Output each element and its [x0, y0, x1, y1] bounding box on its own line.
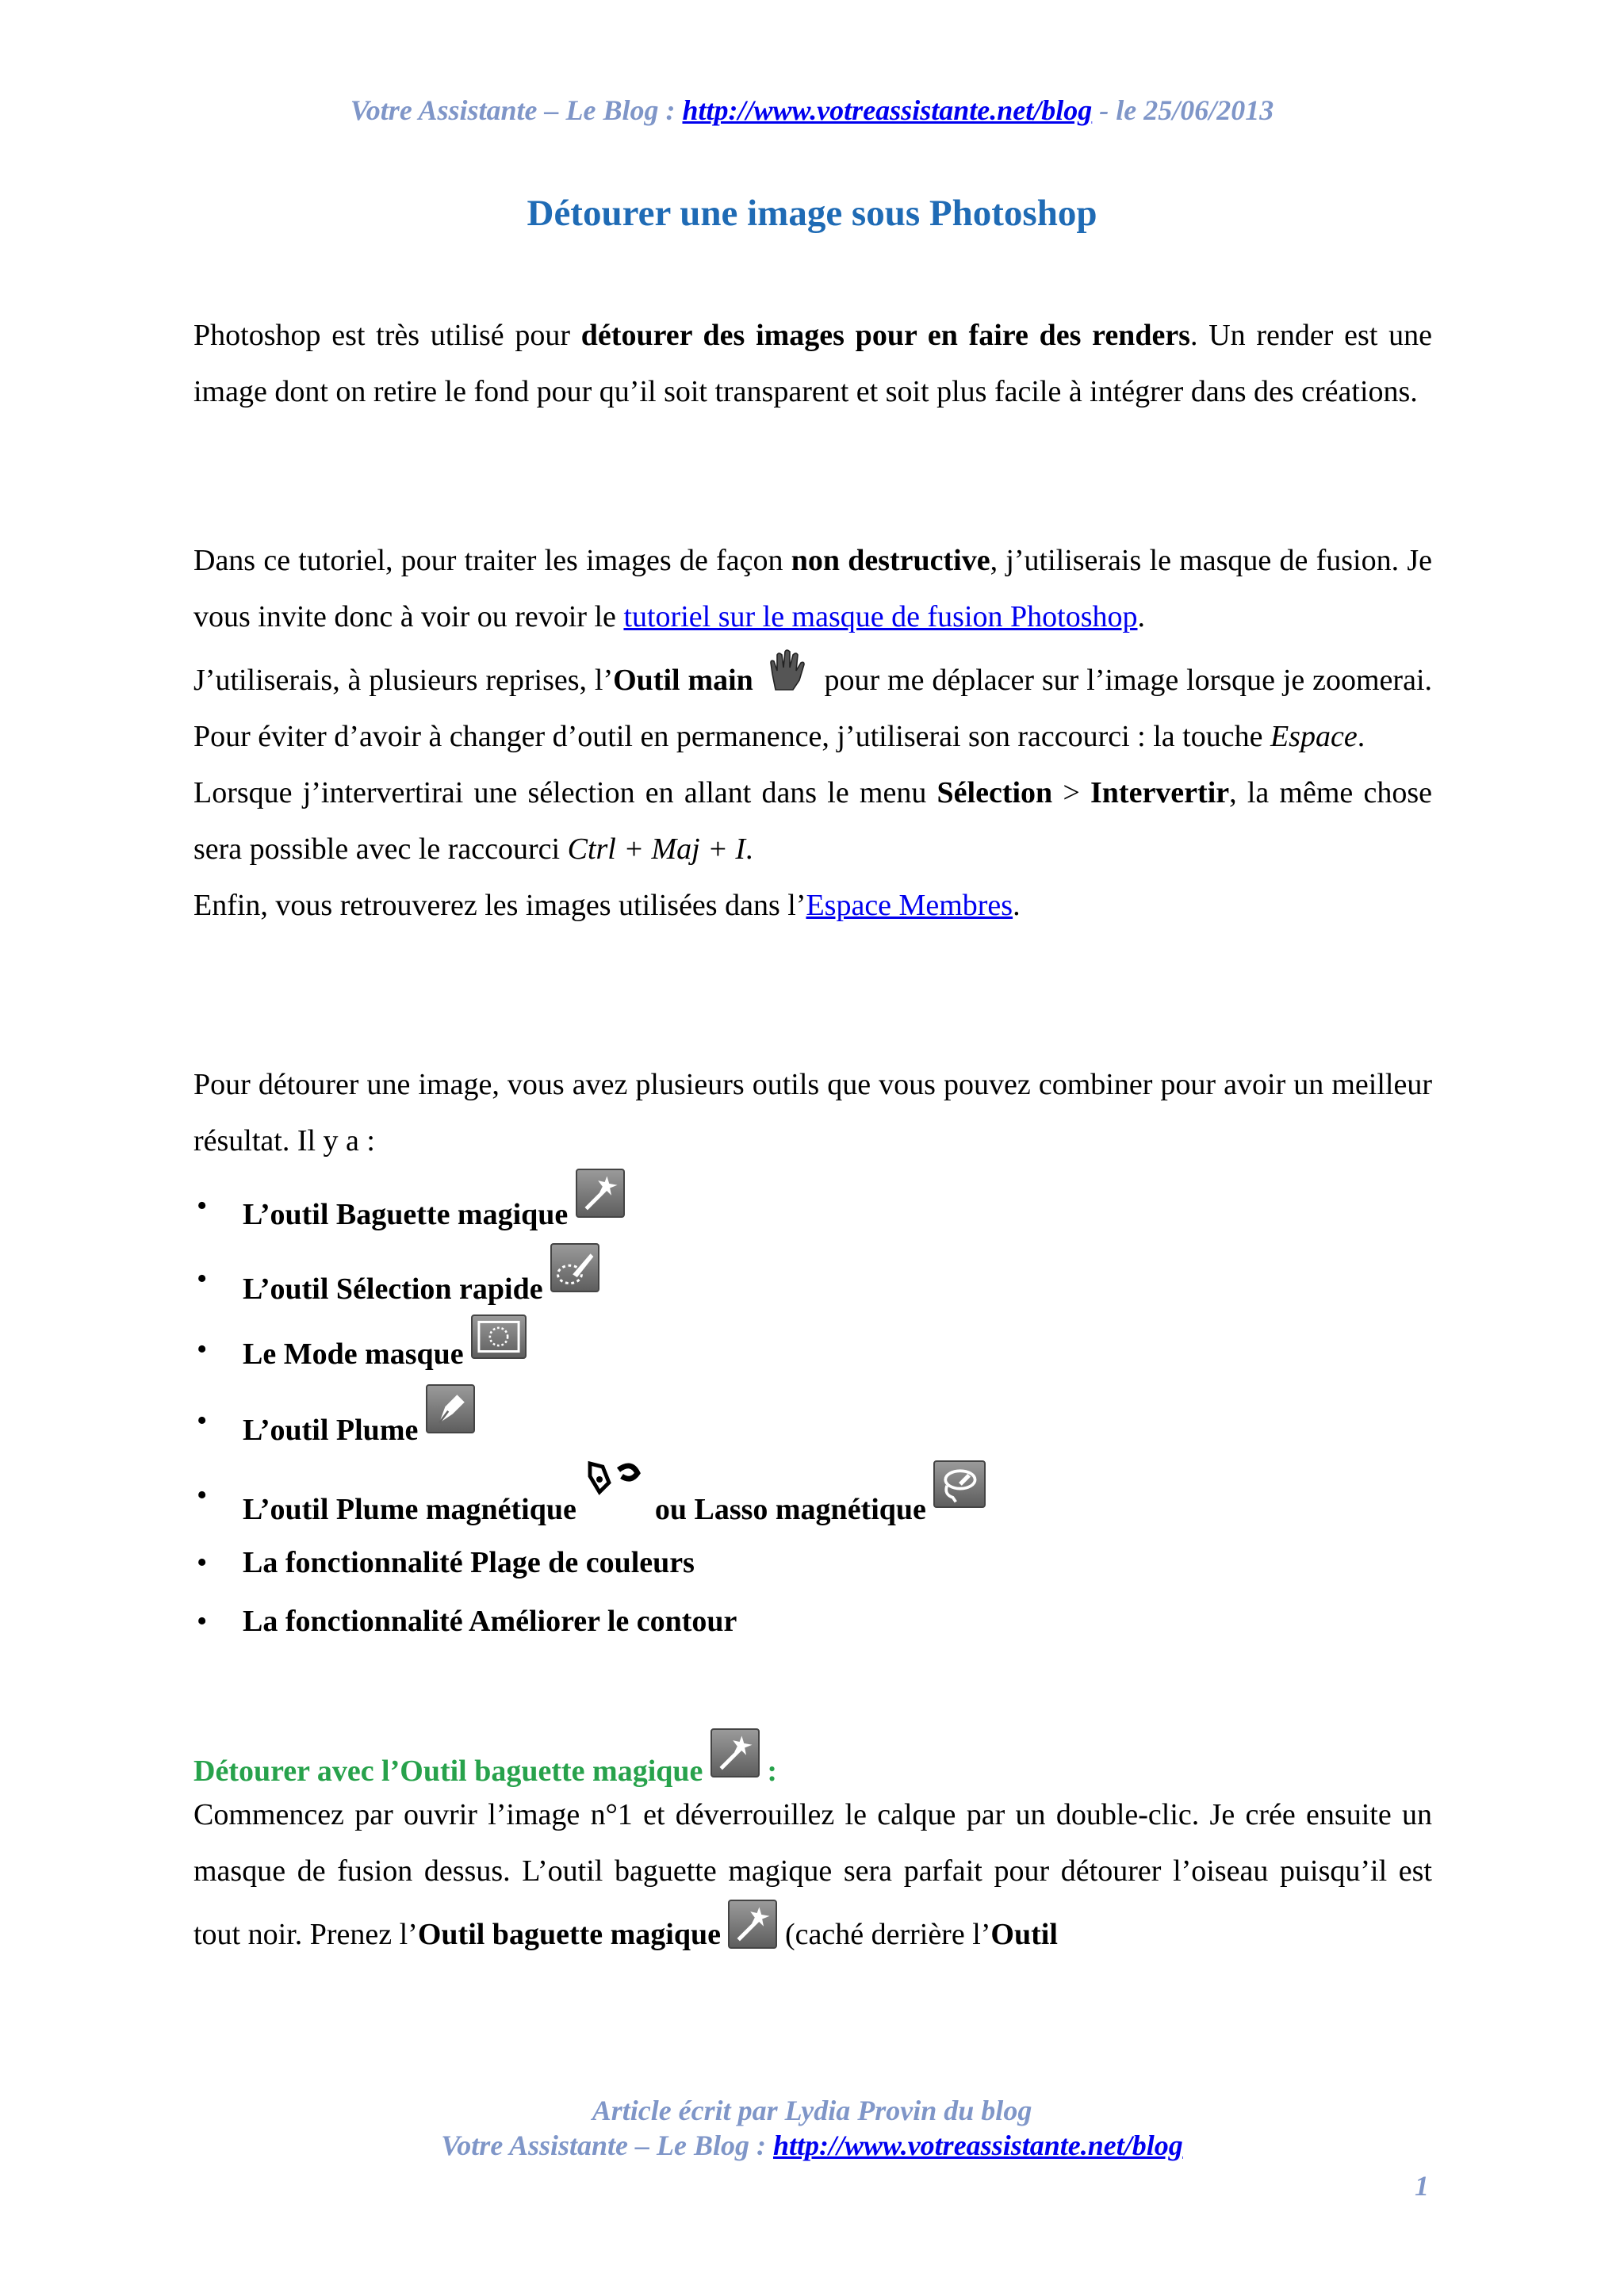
p2-text-k: Enfin, vous retrouverez les images utilisées dans l’	[193, 889, 806, 922]
header-blog-link[interactable]: http://www.votreassistante.net/blog	[682, 94, 1093, 126]
intro-bold: détourer des images pour en faire des renders	[580, 319, 1190, 352]
quick-mask-icon	[471, 1314, 527, 1359]
list-item	[193, 1169, 1432, 1243]
list-item	[193, 1457, 1432, 1533]
tool-label-plage-couleurs: La fonctionnalité Plage de couleurs	[243, 1546, 695, 1579]
tool-label-baguette: L’outil Baguette magique	[243, 1198, 569, 1231]
page-number: 1	[1415, 2170, 1429, 2202]
p2-italic-espace: Espace	[1270, 720, 1358, 753]
section-title-colon: :	[759, 1755, 778, 1788]
p2-text-f: .	[1357, 720, 1365, 753]
header-date: - le 25/06/2013	[1092, 94, 1274, 126]
header-prefix: Votre Assistante – Le Blog :	[350, 94, 683, 126]
p2-italic-shortcut: Ctrl + Maj + I	[567, 832, 745, 866]
intro-text-b: . Un render est une image dont on retire le fond pour qu’il soit transparent et soit plus facile à intégrer dans des créations.	[193, 319, 1432, 408]
p2-text-b: , j’utiliserais le masque de fusion. Je vous invite donc à voir ou revoir le	[193, 544, 1432, 633]
tool-label-ameliorer-contour: La fonctionnalité Améliorer le contour	[243, 1605, 737, 1638]
section-bold-outil-baguette: Outil baguette magique	[417, 1918, 721, 1951]
p2-text-g: Lorsque j’intervertirai une sélection en allant dans le menu	[193, 776, 937, 809]
intro-paragraph	[193, 308, 1432, 420]
p2-bold-outil-main: Outil main	[613, 664, 753, 697]
footer-line2	[0, 2128, 1624, 2163]
list-item	[193, 1314, 1432, 1384]
pen-tool-icon	[426, 1384, 475, 1433]
p2-text-e: pour me déplacer sur l’image lorsque je zoomerai. Pour éviter d’avoir à changer d’outil en permanence, j’utiliserai son raccourci : la touche	[193, 664, 1432, 753]
p2-text-h: >	[1052, 776, 1090, 809]
footer-prefix: Votre Assistante – Le Blog :	[441, 2130, 773, 2161]
magnetic-lasso-icon	[933, 1460, 986, 1508]
list-item	[193, 1384, 1432, 1457]
p2-text-d: J’utiliserais, à plusieurs reprises, l’	[193, 664, 614, 697]
espace-membres-link[interactable]: Espace Membres	[806, 889, 1013, 922]
section-text-b: (caché derrière l’	[777, 1918, 991, 1951]
p2-bold-intervertir: Intervertir	[1090, 776, 1230, 809]
tutorial-paragraph	[193, 533, 1432, 934]
intro-text-a: Photoshop est très utilisé pour	[193, 319, 581, 352]
section-text-a: Commencez par ouvrir l’image n°1 et déverrouillez le calque par un double-clic. Je crée ensuite un masque de fusion dessus. L’outil baguette magique sera parfait pour détourer l’oiseau puisqu’il est tout noir. Prenez l’	[193, 1798, 1432, 1951]
section-title-baguette	[193, 1728, 777, 1789]
section-bold-outil: Outil	[990, 1918, 1058, 1951]
hand-tool-icon	[761, 645, 817, 695]
tool-label-plume-magnetique: L’outil Plume magnétique	[243, 1493, 576, 1526]
tool-label-plume: L’outil Plume	[243, 1414, 419, 1447]
magic-wand-icon	[576, 1169, 625, 1218]
page-title: Détourer une image sous Photoshop	[527, 193, 1097, 234]
p2-bold-non-destructive: non destructive	[791, 544, 990, 577]
tools-list	[193, 1169, 1432, 1651]
footer-line1: Article écrit par Lydia Provin du blog	[592, 2095, 1032, 2126]
section-title-text: Détourer avec l’Outil baguette magique	[193, 1755, 703, 1788]
tool-label-selection-rapide: L’outil Sélection rapide	[243, 1272, 543, 1306]
tool-label-lasso-magnetique: ou Lasso magnétique	[654, 1493, 926, 1526]
footer-blog-link[interactable]: http://www.votreassistante.net/blog	[772, 2130, 1183, 2161]
tools-intro-paragraph: Pour détourer une image, vous avez plusieurs outils que vous pouvez combiner pour avoir un meilleur résultat. Il y a :	[193, 1068, 1432, 1158]
p2-text-l: .	[1013, 889, 1021, 922]
magnetic-pen-icon	[584, 1457, 647, 1508]
page-footer	[0, 2093, 1624, 2163]
section-paragraph	[193, 1787, 1432, 1963]
p2-bold-selection: Sélection	[936, 776, 1053, 809]
list-item	[193, 1533, 1432, 1592]
p2-text-c: .	[1137, 600, 1145, 633]
list-item	[193, 1592, 1432, 1651]
p2-text-j: .	[745, 832, 753, 866]
p2-text-a: Dans ce tutoriel, pour traiter les images de façon	[193, 544, 791, 577]
magic-wand-icon	[710, 1728, 760, 1777]
list-item	[193, 1243, 1432, 1314]
page-header	[0, 94, 1624, 127]
tool-label-mode-masque: Le Mode masque	[243, 1337, 464, 1371]
p2-text-i: , la même chose sera possible avec le raccourci	[193, 776, 1432, 866]
magic-wand-icon	[728, 1900, 777, 1949]
masque-fusion-link[interactable]: tutoriel sur le masque de fusion Photoshop	[623, 600, 1138, 633]
quick-selection-icon	[550, 1243, 599, 1292]
